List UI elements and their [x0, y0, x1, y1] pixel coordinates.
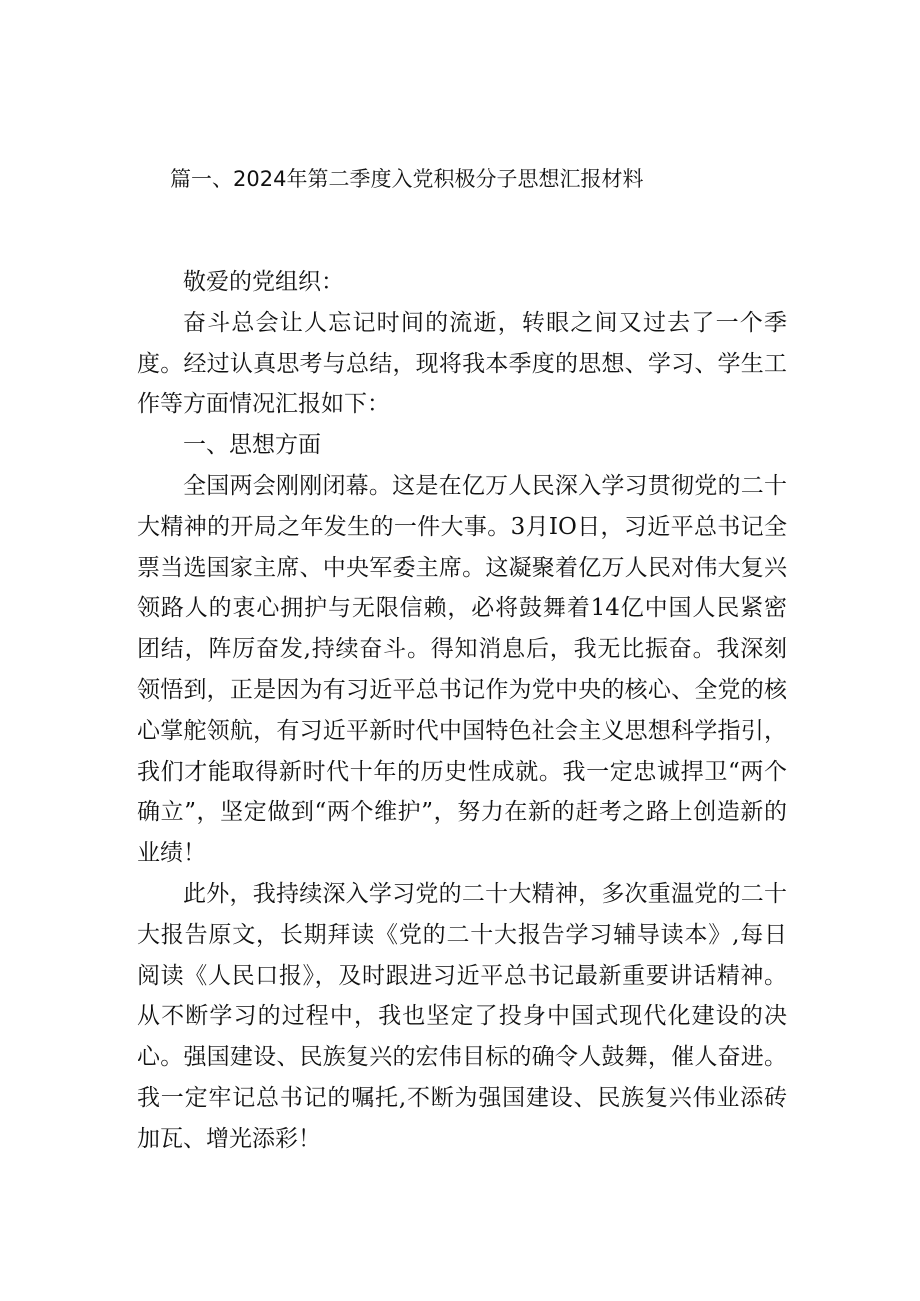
body-paragraph: 全国两会刚刚闭幕。这是在亿万人民深入学习贯彻党的二十大精神的开局之年发生的一件大事。3月IO日，习近平总书记全票当选国家主席、中央军委主席。这凝聚着亿万人民对伟大复兴领路人的衷心拥护与无限信赖，必将鼓舞着14亿中国人民紧密团结，阵厉奋发,持续奋斗。得知消息后，我无比振奋。我深刻领悟到，正是因为有习近平总书记作为党中央的核心、全党的核心掌舵领航，有习近平新时代中国特色社会主义思想科学指引，我们才能取得新时代十年的历史性成就。我一定忠诚捍卫“两个确立”，坚定做到“两个维护”，努力在新的赶考之路上创造新的业绩！: [137, 472, 787, 867]
intro-paragraph: 奋斗总会让人忘记时间的流逝，转眼之间又过去了一个季度。经过认真思考与总结，现将我本季度的思想、学习、学生工作等方面情况汇报如下：: [137, 309, 787, 418]
salutation: 敬爱的党组织：: [183, 269, 344, 295]
document-body: [137, 262, 787, 1160]
body-paragraph: 此外，我持续深入学习党的二十大精神，多次重温党的二十大报告原文，长期拜读《党的二十大报告学习辅导读本》,每日阅读《人民口报》，及时跟进习近平总书记最新重要讲话精神。从不断学习的过程中，我也坚定了投身中国式现代化建设的决心。强国建设、民族复兴的宏伟目标的确令人鼓舞，催人奋进。我一定牢记总书记的嘱托,不断为强国建设、民族复兴伟业添砖加瓦、增光添彩！: [137, 880, 787, 1152]
section-heading: 一、思想方面: [183, 432, 321, 459]
document-title: 篇一、2024年第二季度入党积极分子思想汇报材料: [170, 167, 644, 191]
